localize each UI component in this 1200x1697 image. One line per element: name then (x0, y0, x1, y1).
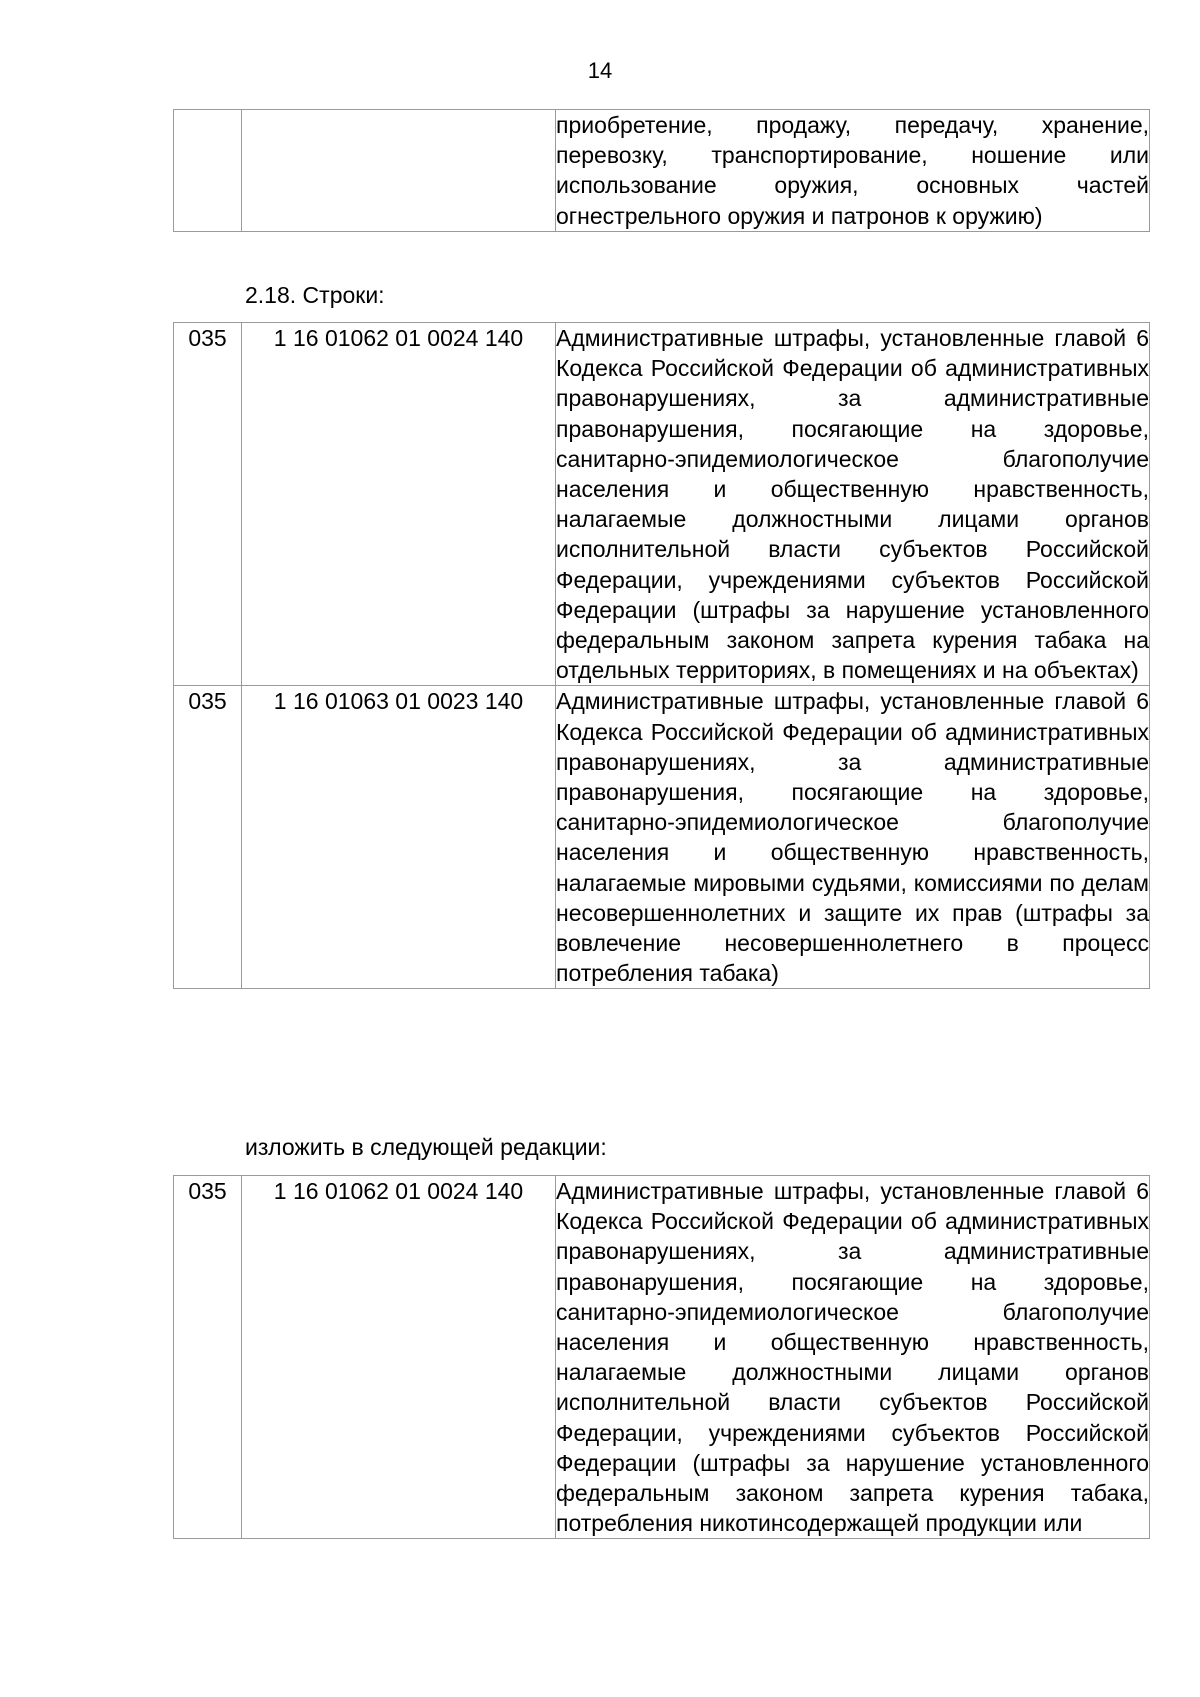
row-kbk-code: 1 16 01063 01 0023 140 (242, 686, 556, 989)
table-row (174, 686, 1150, 989)
section-heading: 2.18. Строки: (245, 282, 385, 308)
new-version-heading: изложить в следующей редакции: (245, 1134, 607, 1160)
row-code: 035 (174, 1176, 242, 1539)
table-row (174, 110, 1150, 232)
row-kbk-code (242, 110, 556, 232)
table-row (174, 1176, 1150, 1539)
page-number: 14 (587, 58, 613, 83)
old-rows-table (173, 322, 1150, 989)
row-code: 035 (174, 323, 242, 686)
row-code (174, 110, 242, 232)
row-description: Административные штрафы, установленные главой 6 Кодекса Российской Федерации об административных правонарушениях, за административные правонарушения, посягающие на здоровье, санитарно-эпидемиологическое благополучие населения и общественную нравственность, налагаемые должностными лицами органов исполнительной власти субъектов Российской Федерации, учреждениями субъектов Российской Федерации (штрафы за нарушение установленного федеральным законом запрета курения табака, потребления никотинсодержащей продукции или (556, 1176, 1150, 1539)
row-kbk-code: 1 16 01062 01 0024 140 (242, 1176, 556, 1539)
row-description: Административные штрафы, установленные главой 6 Кодекса Российской Федерации об административных правонарушениях, за административные правонарушения, посягающие на здоровье, санитарно-эпидемиологическое благополучие населения и общественную нравственность, налагаемые мировыми судьями, комиссиями по делам несовершеннолетних и защите их прав (штрафы за вовлечение несовершеннолетнего в процесс потребления табака) (556, 686, 1150, 989)
row-description: приобретение, продажу, передачу, хранение, перевозку, транспортирование, ношение или использование оружия, основных частей огнестрельного оружия и патронов к оружию) (556, 110, 1150, 232)
row-description: Административные штрафы, установленные главой 6 Кодекса Российской Федерации об административных правонарушениях, за административные правонарушения, посягающие на здоровье, санитарно-эпидемиологическое благополучие населения и общественную нравственность, налагаемые должностными лицами органов исполнительной власти субъектов Российской Федерации, учреждениями субъектов Российской Федерации (штрафы за нарушение установленного федеральным законом запрета курения табака на отдельных территориях, в помещениях и на объектах) (556, 323, 1150, 686)
row-kbk-code: 1 16 01062 01 0024 140 (242, 323, 556, 686)
table-row (174, 323, 1150, 686)
continuation-table (173, 109, 1150, 232)
row-code: 035 (174, 686, 242, 989)
new-rows-table (173, 1175, 1150, 1539)
